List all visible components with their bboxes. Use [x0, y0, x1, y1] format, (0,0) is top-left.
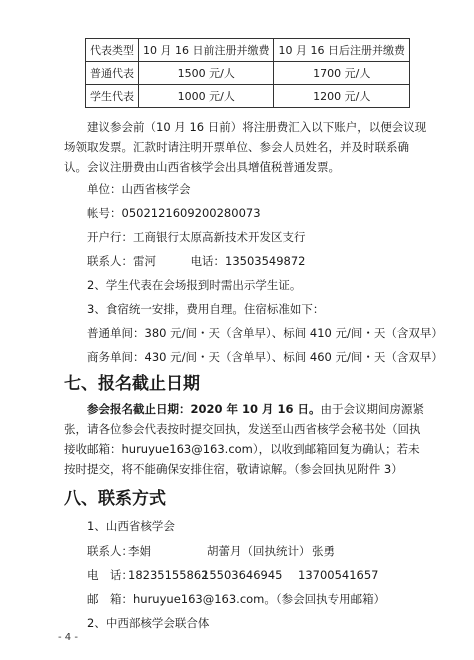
- table-header-cell: 10 月 16 日前注册并缴费: [139, 39, 274, 62]
- table-cell: 1700 元/人: [274, 62, 409, 85]
- contact-name: 张勇: [312, 544, 335, 558]
- table-header-cell: 代表类型: [86, 39, 139, 62]
- table-row: [86, 85, 410, 108]
- account-unit: 单位：山西省核学会: [87, 182, 191, 196]
- room-standard: 普通单间：380 元/间・天（含单早）、标间 410 元/间・天（含双早）: [87, 326, 443, 340]
- contact-org-1: 1、山西省核学会: [87, 519, 175, 533]
- contact-name: 胡蕾月（回执统计）: [207, 544, 311, 558]
- deadline-date: 参会报名截止日期：2020 年 10 月 16 日。: [87, 402, 321, 416]
- section7-heading: 七、报名截止日期: [64, 374, 200, 394]
- page-number: - 4 -: [58, 632, 78, 643]
- note-lodging: 3、食宿统一安排，费用自理。住宿标准如下：: [87, 302, 325, 316]
- table-row: [86, 62, 410, 85]
- table-header-row: [86, 39, 410, 62]
- note-students: 2、学生代表在会场报到时需出示学生证。: [87, 278, 302, 292]
- table-cell: 1000 元/人: [139, 85, 274, 108]
- phones-label: 电 话：: [87, 568, 133, 582]
- table-header-cell: 10 月 16 日后注册并缴费: [274, 39, 409, 62]
- contact-phone: 13700541657: [298, 568, 379, 582]
- contact-phone: 15503646945: [202, 568, 283, 582]
- contact-phone: 18235155862: [128, 568, 209, 582]
- table-cell: 学生代表: [86, 85, 139, 108]
- table-cell: 1200 元/人: [274, 85, 409, 108]
- contact-name: 李娟: [128, 544, 151, 558]
- room-business: 商务单间：430 元/间・天（含单早）、标间 460 元/间・天（含双早）: [87, 350, 443, 364]
- section7-paragraph: [64, 399, 427, 479]
- fee-table: [85, 38, 410, 108]
- table-cell: 普通代表: [86, 62, 139, 85]
- account-number: 帐号：0502121609200280073: [87, 206, 261, 220]
- deadline-body: 由于会议期间房源紧张，请各位参会代表按时提交回执，发送至山西省核学会秘书处（回执接收邮箱：huruyue163@163.com），以收到邮箱回复为确认；若未按时提交，将不能确保安排住宿，敬请谅解。（参会回执见附件 3）: [64, 402, 425, 476]
- contacts-label: 联系人：: [87, 544, 133, 558]
- contact-org-2: 2、中西部核学会联合体: [87, 616, 210, 630]
- account-bank: 开户行：工商银行太原高新技术开发区支行: [87, 230, 306, 244]
- section8-heading: 八、联系方式: [64, 489, 166, 509]
- contact-email: 邮 箱：huruyue163@163.com。（参会回执专用邮箱）: [87, 592, 386, 606]
- table-cell: 1500 元/人: [139, 62, 274, 85]
- registration-note: 建议参会前（10 月 16 日前）将注册费汇入以下账户，以便会议现场领取发票。汇款时请注明开票单位、参会人员姓名，并及时联系确认。会议注册费由山西省核学会出具增值税普通发票。: [64, 120, 427, 174]
- account-contact: 联系人：雷河 电话：13503549872: [87, 254, 306, 268]
